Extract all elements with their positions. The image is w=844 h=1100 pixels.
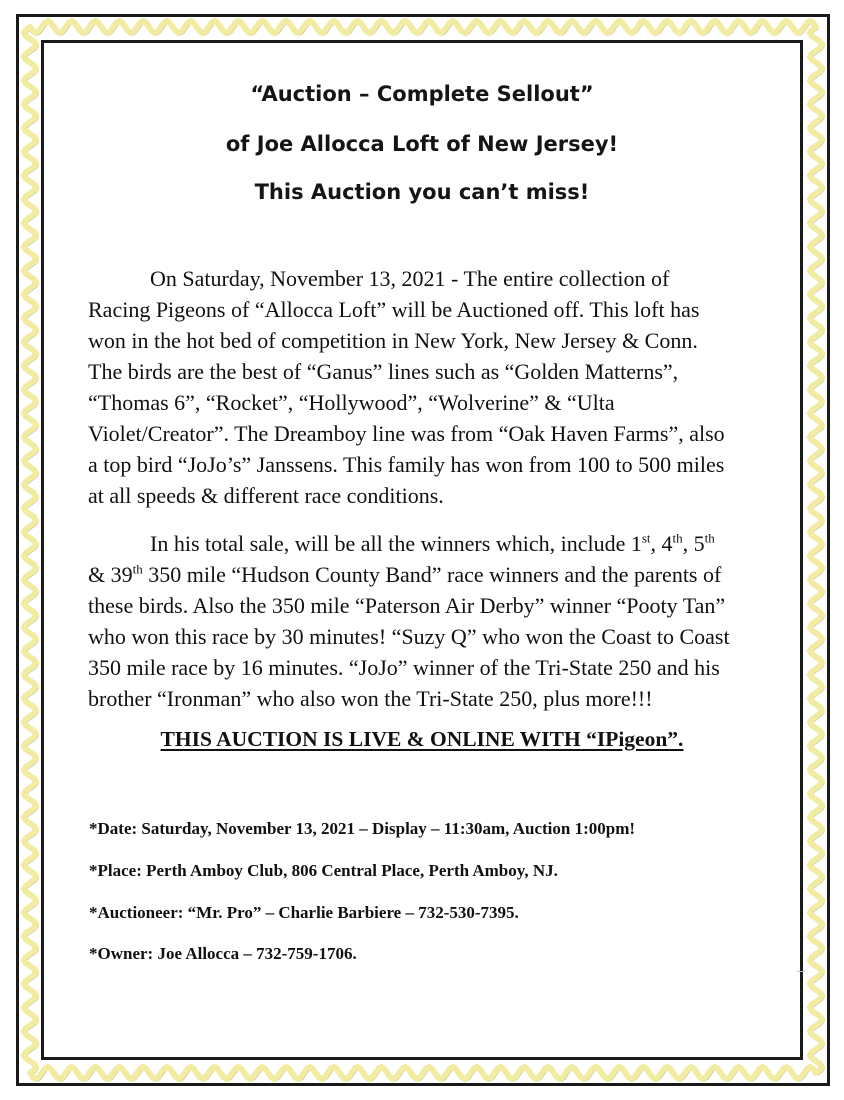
paragraph-winners xyxy=(88,528,772,714)
paragraph-line: On Saturday, November 13, 2021 - The entire collection of xyxy=(150,266,670,291)
live-online-banner: THIS AUCTION IS LIVE & ONLINE WITH “IPigeon”. xyxy=(160,727,684,751)
detail-owner: *Owner: Joe Allocca – 732-759-1706. xyxy=(89,944,357,963)
paragraph-line: who won this race by 30 minutes! “Suzy Q” who won the Coast to Coast xyxy=(88,624,730,649)
paragraph-line: at all speeds & different race conditions. xyxy=(88,483,444,508)
paragraph-line: 350 mile race by 16 minutes. “JoJo” winner of the Tri-State 250 and his xyxy=(88,655,720,680)
paragraph-line: won in the hot bed of competition in New York, New Jersey & Conn. xyxy=(88,328,698,353)
paragraph-line: & 39th 350 mile “Hudson County Band” race winners and the parents of xyxy=(88,561,722,587)
detail-place: *Place: Perth Amboy Club, 806 Central Place, Perth Amboy, NJ. xyxy=(89,861,558,880)
detail-date: *Date: Saturday, November 13, 2021 – Display – 11:30am, Auction 1:00pm! xyxy=(89,819,636,838)
paragraph-line: Violet/Creator”. The Dreamboy line was from “Oak Haven Farms”, also xyxy=(88,421,725,446)
paragraph-line: The birds are the best of “Ganus” lines such as “Golden Matterns”, xyxy=(88,359,679,384)
scan-speck xyxy=(797,971,805,972)
headline-line-2: of Joe Allocca Loft of New Jersey! xyxy=(225,132,619,156)
paragraph-line: a top bird “JoJo’s” Janssens. This family has won from 100 to 500 miles xyxy=(88,452,725,477)
paragraph-line: “Thomas 6”, “Rocket”, “Hollywood”, “Wolverine” & “Ulta xyxy=(88,390,615,415)
paragraph-announcement xyxy=(88,263,772,511)
headline-line-1: “Auction – Complete Sellout” xyxy=(250,82,594,106)
headline-line-3: This Auction you can’t miss! xyxy=(254,180,590,204)
detail-auctioneer: *Auctioneer: “Mr. Pro” – Charlie Barbiere – 732-530-7395. xyxy=(89,903,519,922)
paragraph-line: these birds. Also the 350 mile “Paterson Air Derby” winner “Pooty Tan” xyxy=(88,593,726,618)
paragraph-line: brother “Ironman” who also won the Tri-State 250, plus more!!! xyxy=(88,686,653,711)
paragraph-line: In his total sale, will be all the winners which, include 1st, 4th, 5th xyxy=(150,530,715,556)
paragraph-line: Racing Pigeons of “Allocca Loft” will be Auctioned off. This loft has xyxy=(88,297,700,322)
